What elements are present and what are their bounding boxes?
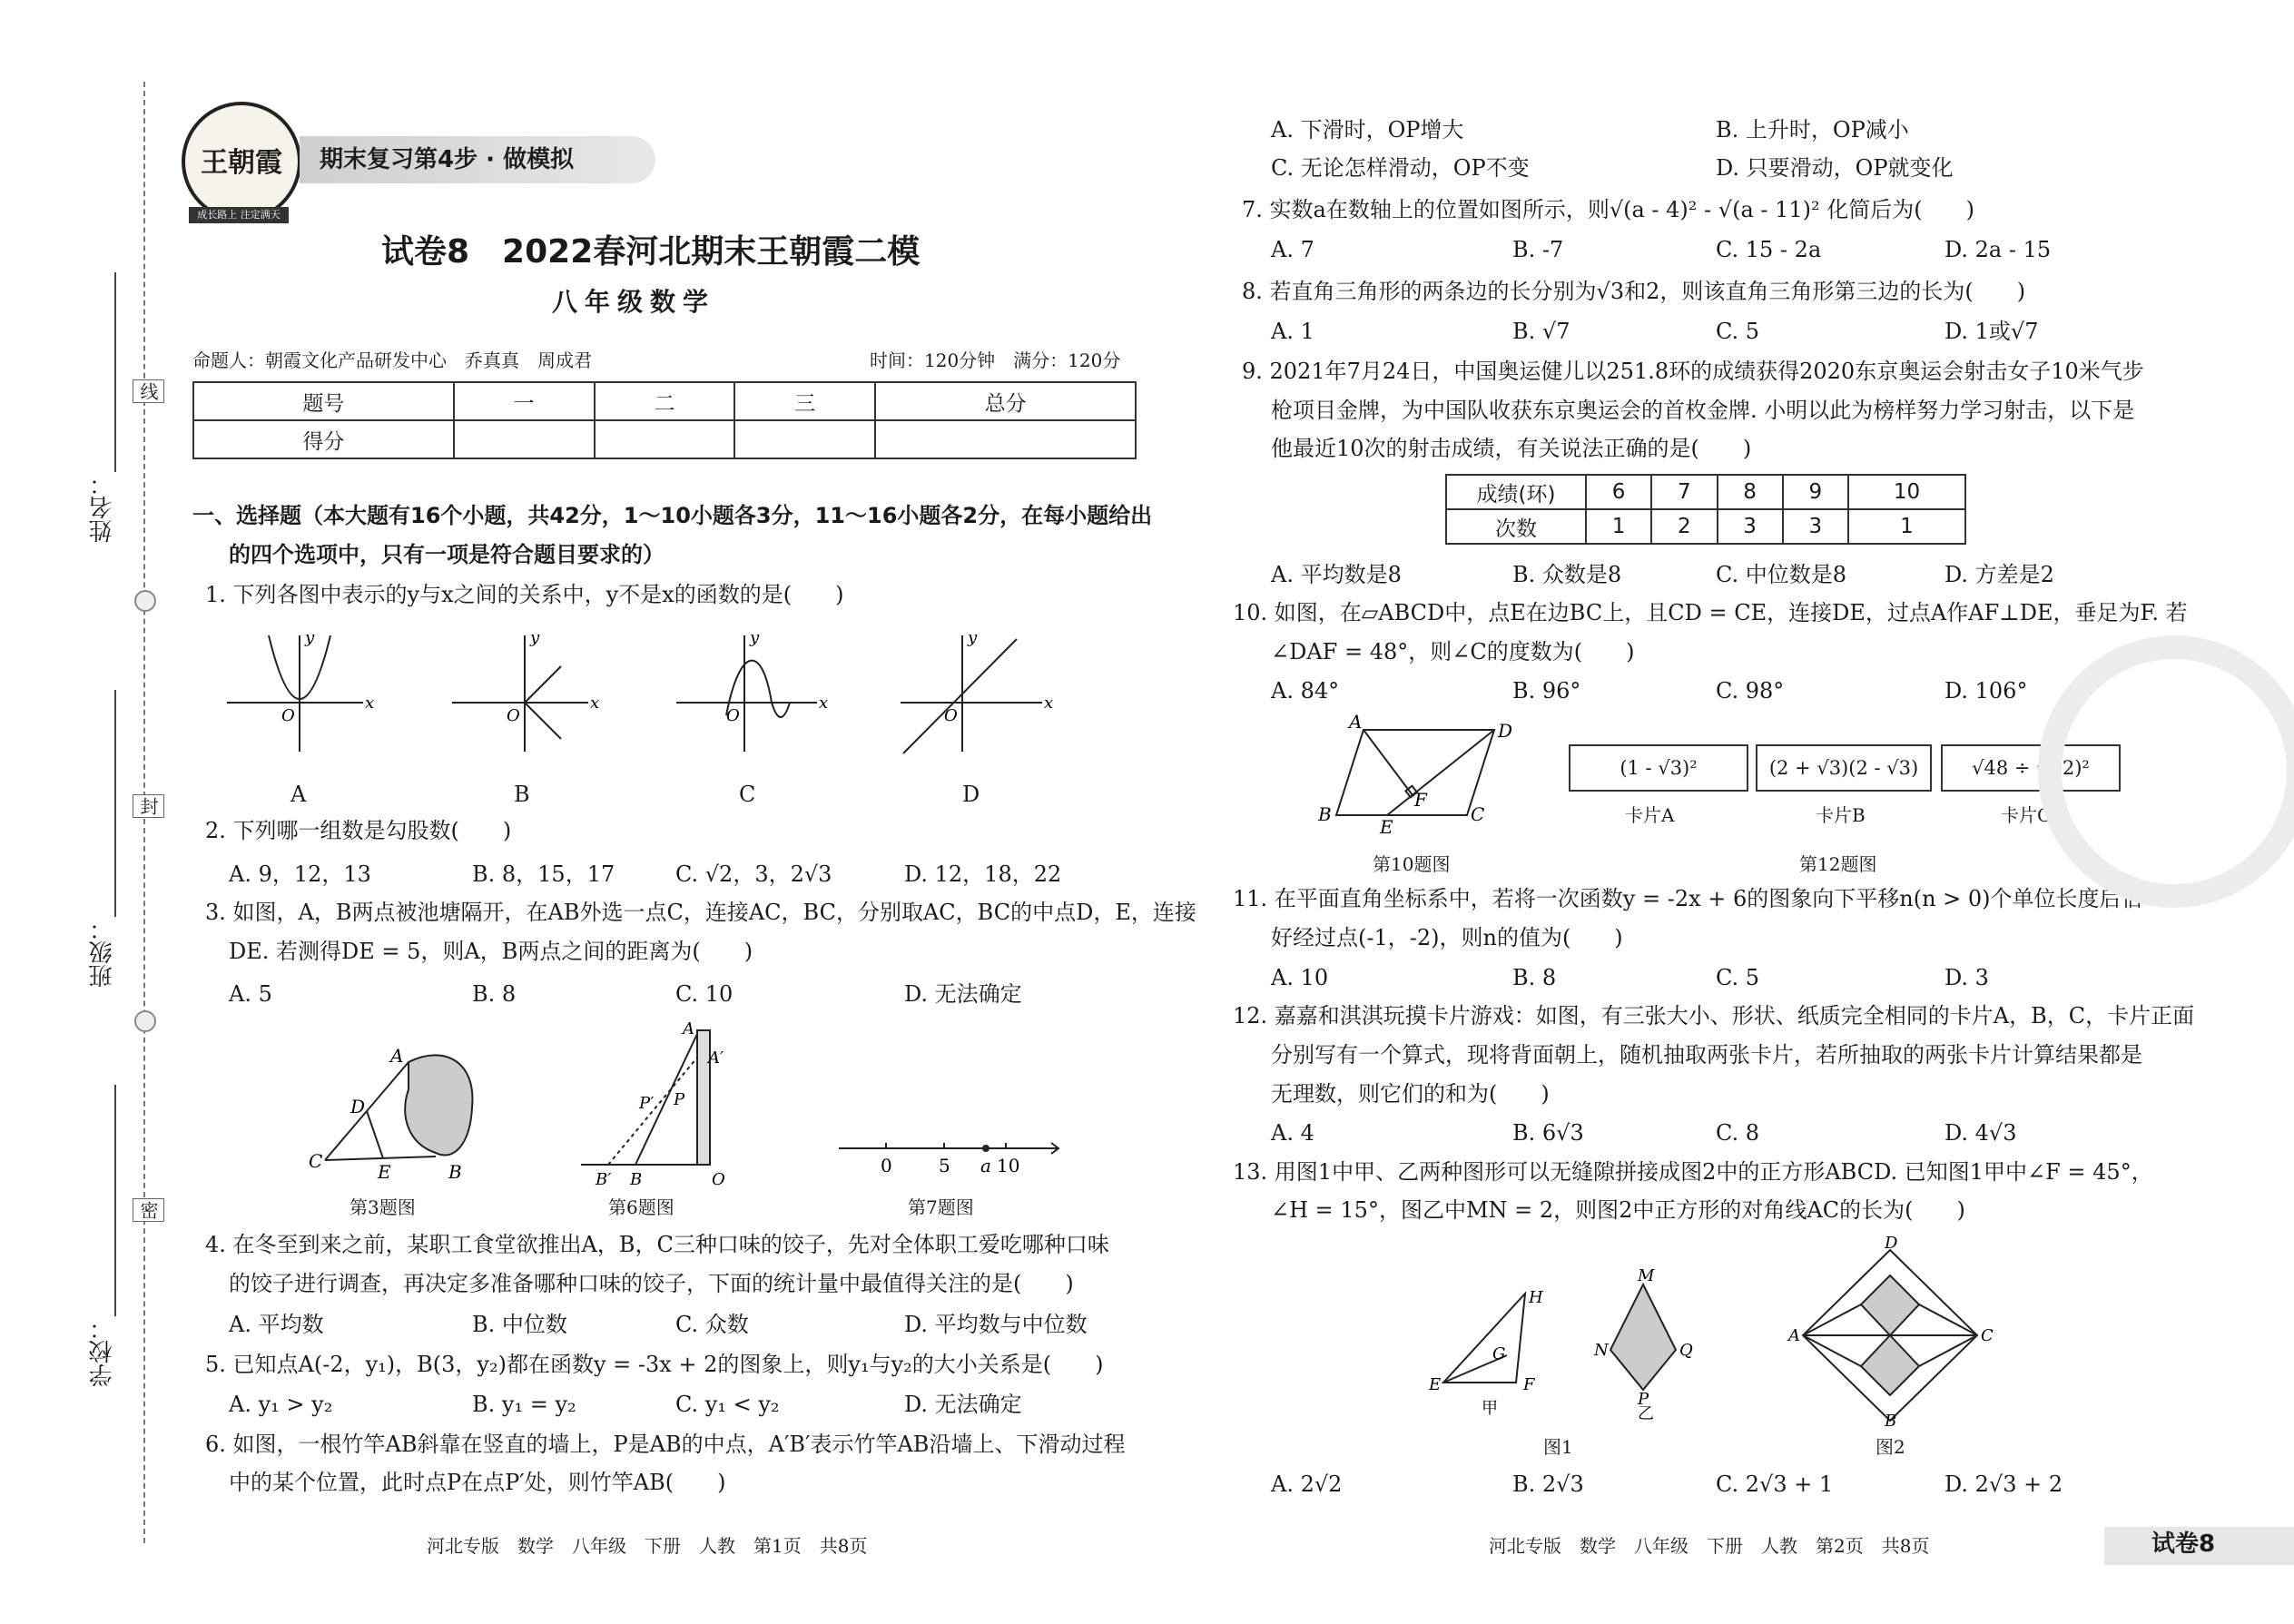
fig3-caption: 第3题图 [350, 1196, 416, 1218]
q2-stem: 2. 下列哪一组数是勾股数( ) [205, 818, 512, 843]
school-line[interactable] [114, 1085, 116, 1316]
score-header: 三 [734, 382, 875, 420]
fig6-point: A [683, 1019, 694, 1038]
page-tab-label: 试卷8 [2151, 1530, 2216, 1558]
q5-option-d[interactable]: D. 无法确定 [904, 1392, 1022, 1417]
q9-table [1445, 474, 1966, 545]
q6-option-a[interactable]: A. 下滑时，OP增大 [1271, 117, 1464, 143]
q9-stem-2: 枪项目金牌，为中国队收获东京奥运会的首枚金牌. 小明以此为榜样努力学习射击，以下是 [1271, 398, 2135, 423]
footer-right: 河北专版 数学 八年级 下册 人教 第2页 共8页 [1489, 1535, 1930, 1557]
q7-option-c[interactable]: C. 15 - 2a [1716, 237, 1822, 262]
q9-cell: 3 [1783, 509, 1848, 544]
q11-stem-2: 好经过点(-1，-2)，则n的值为( ) [1271, 925, 1623, 950]
q1-y-label: y [305, 628, 315, 647]
class-label: 班级： [89, 917, 116, 988]
q4-stem-2: 的饺子进行调查，再决定多准备哪种口味的饺子，下面的统计量中最值得关注的是( ) [229, 1271, 1074, 1296]
q2-option-b[interactable]: B. 8，15，17 [472, 861, 615, 887]
q9-option-d[interactable]: D. 方差是2 [1944, 562, 2054, 587]
fig13-2-point: A [1788, 1326, 1800, 1345]
score-header: 一 [454, 382, 595, 420]
fig12-caption: 第12题图 [1799, 853, 1877, 875]
fig7-caption: 第7题图 [908, 1196, 974, 1218]
q9-header: 10 [1848, 475, 1965, 509]
fig3-point: B [448, 1161, 462, 1183]
q9-stem-1: 9. 2021年7月24日，中国奥运健儿以251.8环的成绩获得2020东京奥运会射击女子10米气步 [1242, 359, 2144, 384]
q1-origin: O [281, 706, 295, 725]
fig13-1-point: H [1529, 1288, 1543, 1307]
card-a-label: 卡片A [1625, 804, 1675, 826]
fig6-point: P [674, 1090, 685, 1109]
q6-option-d[interactable]: D. 只要滑动，OP就变化 [1716, 155, 1954, 181]
q10-option-b[interactable]: B. 96° [1512, 678, 1581, 704]
fig-q10 [1316, 711, 1534, 838]
section1-line1: 一、选择题（本大题有16个小题，共42分，1～10小题各3分，11～16小题各2分，在每小题给出 [192, 503, 1153, 528]
fig13-1-point: Q [1679, 1341, 1693, 1360]
ornament-icon [134, 590, 156, 612]
score-cell[interactable] [734, 420, 875, 458]
q1-x-label: x [590, 694, 600, 713]
q4-option-a[interactable]: A. 平均数 [229, 1312, 324, 1337]
q13-stem-2: ∠H = 15°，图乙中MN = 2，则图2中正方形的对角线AC的长为( ) [1271, 1197, 1965, 1223]
q9-cell: 3 [1718, 509, 1783, 544]
q10-option-c[interactable]: C. 98° [1716, 678, 1785, 704]
score-table [192, 381, 1137, 459]
q4-stem-1: 4. 在冬至到来之前，某职工食堂欲推出A，B，C三种口味的饺子，先对全体职工爱吃哪种口味 [205, 1232, 1109, 1257]
card-c[interactable]: √48 ÷ √(-2)² [1941, 744, 2121, 792]
q4-option-b[interactable]: B. 中位数 [472, 1312, 567, 1337]
fig-q6 [581, 1019, 744, 1189]
mark-feng: 封 [133, 794, 164, 818]
authors: 命题人：朝霞文化产品研发中心 乔真真 周成君 [192, 349, 592, 371]
fig3-point: E [378, 1161, 391, 1183]
q13-option-b[interactable]: B. 2√3 [1512, 1471, 1584, 1497]
q13-option-c[interactable]: C. 2√3 + 1 [1716, 1471, 1834, 1497]
page-title: 试卷8 2022春河北期末王朝霞二模 [381, 233, 921, 271]
ornament-icon [134, 1010, 156, 1032]
q11-option-a[interactable]: A. 10 [1271, 965, 1329, 990]
score-cell[interactable] [454, 420, 595, 458]
q4-option-d[interactable]: D. 平均数与中位数 [904, 1312, 1088, 1337]
q7-option-b[interactable]: B. -7 [1512, 237, 1564, 262]
q13-option-a[interactable]: A. 2√2 [1271, 1471, 1343, 1497]
q3-option-b[interactable]: B. 8 [472, 981, 517, 1007]
q6-option-c[interactable]: C. 无论怎样滑动，OP不变 [1271, 155, 1530, 181]
q9-cell: 1 [1586, 509, 1651, 544]
q5-stem: 5. 已知点A(-2，y₁)，B(3，y₂)都在函数y = -3x + 2的图象上，则y₁与y₂的大小关系是( ) [205, 1352, 1104, 1377]
name-line[interactable] [114, 272, 116, 472]
q12-stem-2: 分别写有一个算式，现将背面朝上，随机抽取两张卡片，若所抽取的两张卡片计算结果都是 [1271, 1042, 2142, 1068]
fig3-point: A [390, 1045, 404, 1067]
q9-header: 7 [1651, 475, 1717, 509]
q3-option-d[interactable]: D. 无法确定 [904, 981, 1022, 1007]
card-b-label: 卡片B [1816, 804, 1866, 826]
name-label: 姓名： [89, 472, 116, 543]
page-subtitle: 八年级数学 [552, 287, 716, 317]
q1-y-label: y [530, 628, 540, 647]
q5-option-c[interactable]: C. y₁ < y₂ [675, 1392, 780, 1417]
q3-option-a[interactable]: A. 5 [229, 981, 272, 1007]
school-label: 学校： [89, 1316, 116, 1387]
fig3-point: C [309, 1150, 323, 1172]
q1-x-label: x [819, 694, 829, 713]
q7-option-d[interactable]: D. 2a - 15 [1944, 237, 2052, 262]
q12-option-a[interactable]: A. 4 [1271, 1120, 1314, 1146]
q9-option-c[interactable]: C. 中位数是8 [1716, 562, 1847, 587]
exam-time: 时间：120分钟 满分：120分 [870, 349, 1121, 371]
q1-y-label: y [968, 628, 978, 647]
q11-option-b[interactable]: B. 8 [1512, 965, 1557, 990]
q1-x-label: x [365, 694, 375, 713]
q11-option-c[interactable]: C. 5 [1716, 965, 1760, 990]
fig6-point: B [630, 1170, 643, 1189]
q11-stem-1: 11. 在平面直角坐标系中，若将一次函数y = -2x + 6的图象向下平移n(n > 0)个单位长度后恰 [1233, 886, 2143, 911]
q10-stem-1: 10. 如图，在▱ABCD中，点E在边BC上，且CD = CE，连接DE，过点A作AF⊥DE，垂足为F. 若 [1233, 600, 2188, 625]
q9-header: 成绩(环) [1446, 475, 1586, 509]
fig13-2-point: B [1885, 1412, 1897, 1431]
fig-q3 [300, 1044, 499, 1183]
q12-stem-3: 无理数，则它们的和为( ) [1271, 1081, 1550, 1107]
score-header: 二 [595, 382, 735, 420]
q1-label-d: D [962, 782, 980, 807]
q6-option-b[interactable]: B. 上升时，OP减小 [1716, 117, 1909, 143]
q9-header: 8 [1718, 475, 1783, 509]
q13-stem-1: 13. 用图1中甲、乙两种图形可以无缝隙拼接成图2中的正方形ABCD. 已知图1甲中∠F = 45°， [1233, 1159, 2153, 1185]
q1-label-c: C [739, 782, 756, 807]
q6-stem-2: 中的某个位置，此时点P在点P′处，则竹竿AB( ) [229, 1470, 726, 1495]
fig10-point: F [1414, 789, 1427, 811]
q12-option-b[interactable]: B. 6√3 [1512, 1120, 1584, 1146]
score-header: 题号 [193, 382, 454, 420]
q9-stem-3: 他最近10次的射击成绩，有关说法正确的是( ) [1271, 436, 1752, 461]
fig13-1-point: E [1429, 1375, 1442, 1394]
q9-option-a[interactable]: A. 平均数是8 [1271, 562, 1402, 587]
q3-option-c[interactable]: C. 10 [675, 981, 733, 1007]
q2-option-c[interactable]: C. √2，3，2√3 [675, 861, 832, 887]
q1-y-label: y [750, 628, 760, 647]
fig13-1-caption: 图1 [1543, 1436, 1573, 1458]
q7-option-a[interactable]: A. 7 [1271, 237, 1314, 262]
q2-option-d[interactable]: D. 12，18，22 [904, 861, 1062, 887]
logo-text: 王朝霞 [201, 147, 282, 179]
mark-xian: 线 [133, 379, 164, 403]
fig10-point: A [1349, 711, 1363, 733]
fig6-point: A′ [708, 1048, 724, 1068]
fig7-tick: 0 [881, 1155, 892, 1176]
q10-option-a[interactable]: A. 84° [1271, 678, 1340, 704]
q8-option-b[interactable]: B. √7 [1512, 319, 1570, 344]
q8-stem: 8. 若直角三角形的两条边的长分别为√3和2，则该直角三角形第三边的长为( ) [1242, 279, 2026, 304]
q4-option-c[interactable]: C. 众数 [675, 1312, 749, 1337]
q10-stem-2: ∠DAF = 48°，则∠C的度数为( ) [1271, 639, 1635, 664]
q1-origin: O [507, 706, 520, 725]
q9-cell: 次数 [1446, 509, 1586, 544]
q3-stem-2: DE. 若测得DE = 5，则A，B两点之间的距离为( ) [229, 939, 753, 964]
card-b[interactable]: (2 + √3)(2 - √3) [1756, 744, 1932, 792]
q2-option-a[interactable]: A. 9，12，13 [229, 861, 371, 887]
q1-origin: O [944, 706, 958, 725]
q5-option-b[interactable]: B. y₁ = y₂ [472, 1392, 576, 1417]
fig-q7 [835, 1130, 1062, 1176]
fig-q13-2 [1788, 1234, 1997, 1431]
fig13-1-point: N [1594, 1341, 1609, 1360]
fig13-1-point: M [1638, 1266, 1655, 1285]
card-c-label: 卡片C [2001, 804, 2052, 826]
fig3-point: D [350, 1096, 366, 1117]
q5-option-a[interactable]: A. y₁ > y₂ [229, 1392, 333, 1417]
fig6-point: B′ [596, 1170, 612, 1189]
logo-ribbon: 成长路上 注定满天 [189, 207, 289, 223]
class-line[interactable] [114, 690, 116, 917]
q9-header: 9 [1783, 475, 1848, 509]
fig10-point: D [1498, 720, 1513, 742]
fig7-tick: a [980, 1155, 991, 1176]
score-header: 总分 [875, 382, 1136, 420]
card-a[interactable]: (1 - √3)² [1569, 744, 1748, 792]
q9-option-b[interactable]: B. 众数是8 [1512, 562, 1622, 587]
q11-option-d[interactable]: D. 3 [1944, 965, 1989, 990]
q8-option-c[interactable]: C. 5 [1716, 319, 1760, 344]
fig7-tick: 10 [997, 1155, 1020, 1176]
q9-cell: 1 [1848, 509, 1965, 544]
fig13-1-point: F [1523, 1375, 1535, 1394]
q3-stem-1: 3. 如图，A，B两点被池塘隔开，在AB外选一点C，连接AC，BC，分别取AC，BC的中点D，E，连接 [205, 900, 1196, 925]
footer-left: 河北专版 数学 八年级 下册 人教 第1页 共8页 [427, 1535, 868, 1557]
q8-option-a[interactable]: A. 1 [1271, 319, 1314, 344]
q1-label-b: B [514, 782, 530, 807]
seal-watermark-icon [2038, 635, 2294, 908]
q7-stem: 7. 实数a在数轴上的位置如图所示，则√(a - 4)² - √(a - 11)² 化简后为( ) [1242, 197, 1974, 222]
q1-origin: O [726, 706, 740, 725]
fig13-1-point: P [1638, 1390, 1649, 1409]
score-row-label: 得分 [193, 420, 454, 458]
banner: 期末复习第4步 · 做模拟 [300, 136, 655, 183]
fig13-2-point: C [1981, 1326, 1994, 1345]
fig6-point: P′ [639, 1094, 655, 1113]
mark-mi: 密 [133, 1198, 164, 1222]
fig10-point: E [1380, 816, 1393, 838]
fig10-caption: 第10题图 [1373, 853, 1451, 875]
score-cell[interactable] [875, 420, 1136, 458]
q1-x-label: x [1044, 694, 1054, 713]
logo-badge [182, 102, 301, 221]
q12-option-c[interactable]: C. 8 [1716, 1120, 1760, 1146]
q13-option-d[interactable]: D. 2√3 + 2 [1944, 1471, 2063, 1497]
q1-label-a: A [290, 782, 307, 807]
fig10-point: B [1318, 803, 1332, 825]
fig-q13-1 [1416, 1266, 1707, 1423]
fig13-1-label: 甲 [1482, 1399, 1498, 1418]
fig6-caption: 第6题图 [608, 1196, 674, 1218]
q10-option-d[interactable]: D. 106° [1944, 678, 2028, 704]
fig13-2-caption: 图2 [1876, 1436, 1905, 1458]
q1-stem: 1. 下列各图中表示的y与x之间的关系中，y不是x的函数的是( ) [205, 582, 844, 607]
fig13-2-point: D [1885, 1234, 1898, 1253]
q9-cell: 2 [1651, 509, 1717, 544]
fig6-point: O [712, 1170, 725, 1189]
q12-stem-1: 12. 嘉嘉和淇淇玩摸卡片游戏：如图，有三张大小、形状、纸质完全相同的卡片A，B，C，卡片正面 [1233, 1003, 2195, 1029]
fig7-tick: 5 [939, 1155, 950, 1176]
q9-header: 6 [1586, 475, 1651, 509]
score-cell[interactable] [595, 420, 735, 458]
section1-line2: 的四个选项中，只有一项是符合题目要求的） [229, 542, 665, 567]
q6-stem-1: 6. 如图，一根竹竿AB斜靠在竖直的墙上，P是AB的中点，A′B′表示竹竿AB沿墙上、下滑动过程 [205, 1432, 1126, 1457]
fig13-1-point: G [1492, 1344, 1506, 1363]
q12-option-d[interactable]: D. 4√3 [1944, 1120, 2017, 1146]
q8-option-d[interactable]: D. 1或√7 [1944, 319, 2039, 344]
fig10-point: C [1471, 803, 1485, 825]
fig13-1-label: 乙 [1638, 1404, 1654, 1423]
q1-graphs [218, 626, 1054, 763]
